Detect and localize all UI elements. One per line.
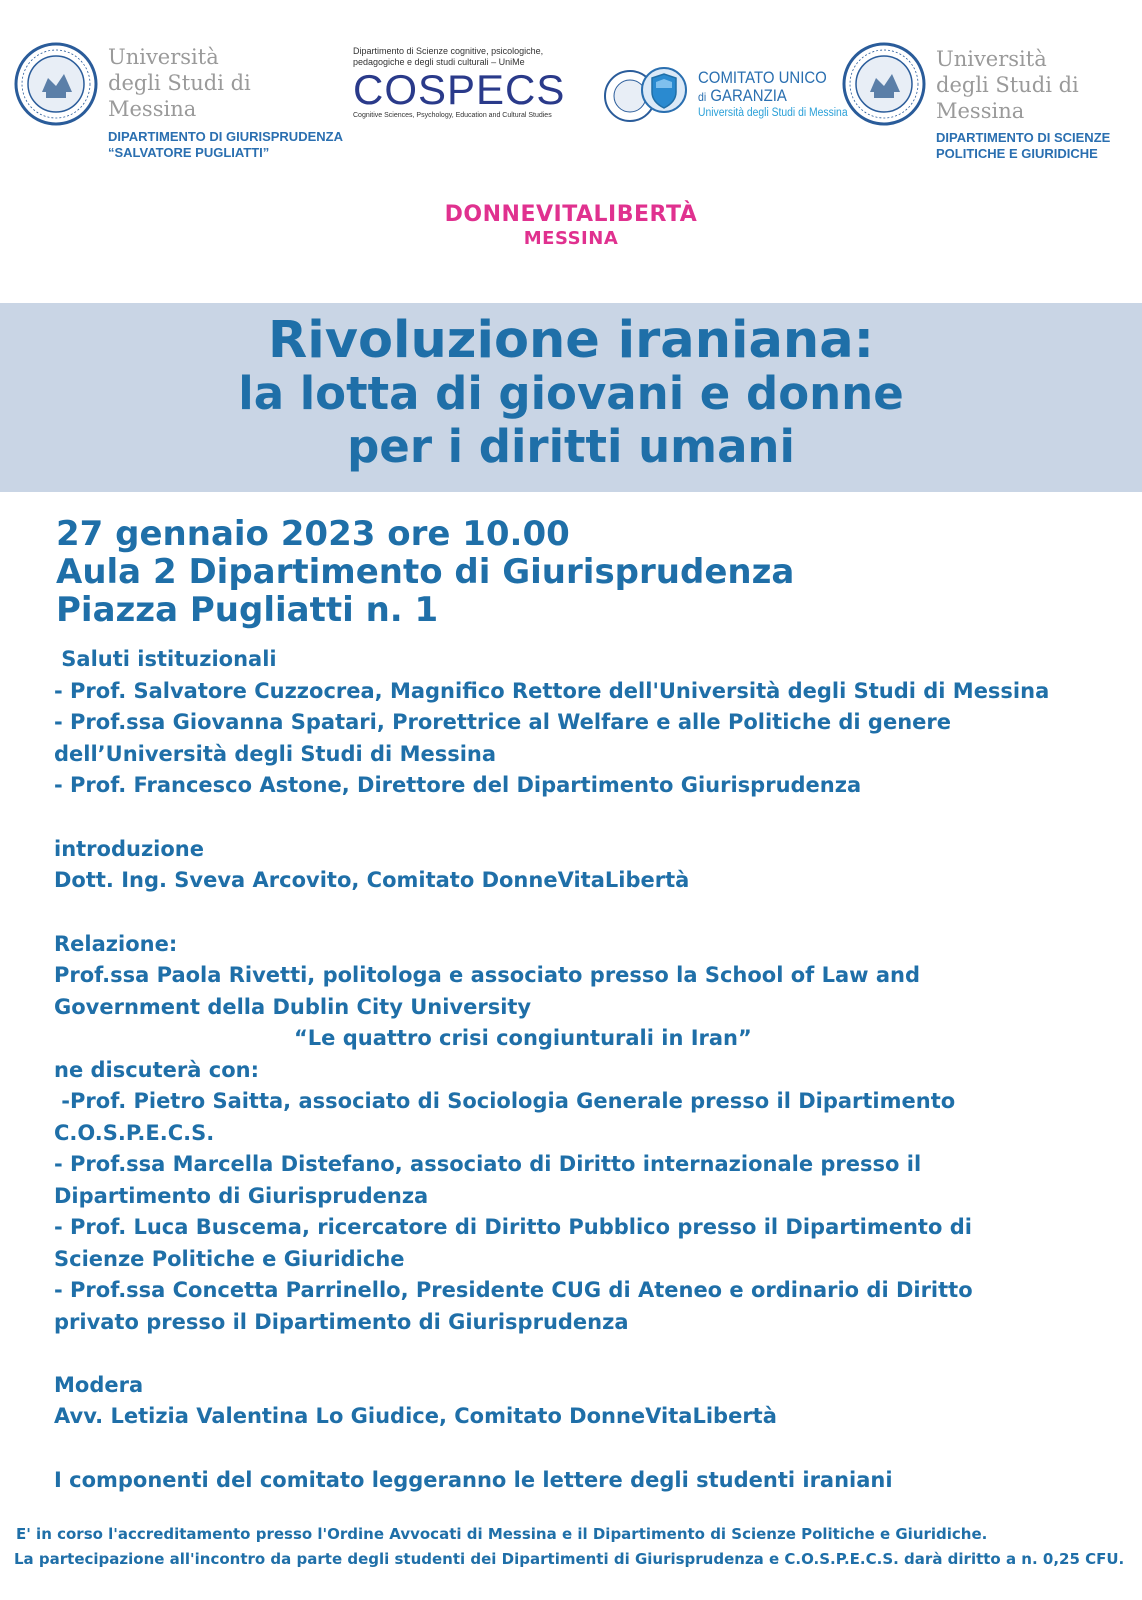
event-info xyxy=(56,515,794,629)
cospecs-subtitle: Cognitive Sciences, Psychology, Education and Cultural Studies xyxy=(353,112,552,119)
program-line: C.O.S.P.E.C.S. xyxy=(54,1121,215,1145)
program-line: - Prof.ssa Marcella Distefano, associato di Diritto internazionale presso il xyxy=(54,1152,922,1176)
program-line: dell’Università degli Studi di Messina xyxy=(54,742,497,766)
dept-line: “SALVATORE PUGLIATTI” xyxy=(108,145,270,160)
cug-line3: Università degli Studi di Messina xyxy=(698,107,848,119)
program-line: Prof.ssa Paola Rivetti, politologa e associato presso la School of Law and xyxy=(54,963,921,987)
unime-seal-right-logo xyxy=(842,42,926,126)
footer-notes xyxy=(14,1522,1124,1572)
program-line: “Le quattro crisi congiunturali in Iran” xyxy=(294,1026,752,1050)
program-line: ne discuterà con: xyxy=(54,1058,259,1082)
program-line: -Prof. Pietro Saitta, associato di Sociologia Generale presso il Dipartimento xyxy=(54,1089,956,1113)
event-address: Piazza Pugliatti n. 1 xyxy=(56,590,439,630)
program-line: - Prof. Salvatore Cuzzocrea, Magnifico Rettore dell'Università degli Studi di Messina xyxy=(54,679,1050,703)
program-line: Dott. Ing. Sveva Arcovito, Comitato DonneVitaLibertà xyxy=(54,868,690,892)
cospecs-wordmark: COSPECS xyxy=(353,66,566,113)
program-line: Government della Dublin City University xyxy=(54,995,532,1019)
program-line: privato presso il Dipartimento di Giurisprudenza xyxy=(54,1310,629,1334)
cug-logo xyxy=(604,64,848,130)
left-university-name xyxy=(108,44,251,122)
footer-accreditation: E' in corso l'accreditamento presso l'Ordine Avvocati di Messina e il Dipartimento di Scienze Politiche e Giuridiche. xyxy=(16,1525,988,1543)
title-line2: la lotta di giovani e donne xyxy=(238,367,904,420)
program-line: Scienze Politiche e Giuridiche xyxy=(54,1247,405,1271)
title-line1: Rivoluzione iraniana: xyxy=(267,311,875,370)
program-line: Modera xyxy=(54,1373,144,1397)
right-department-name xyxy=(936,130,1110,162)
dept-line: POLITICHE E GIURIDICHE xyxy=(936,146,1098,161)
program-line: Saluti istituzionali xyxy=(54,647,277,671)
dept-line: DIPARTIMENTO DI SCIENZE xyxy=(936,130,1111,145)
event-room: Aula 2 Dipartimento di Giurisprudenza xyxy=(56,552,795,592)
uni-name-line: degli Studi di xyxy=(108,71,251,95)
cug-line2-small: di xyxy=(698,90,707,104)
program-line: - Prof.ssa Giovanna Spatari, Prorettrice al Welfare e alle Politiche di genere xyxy=(54,710,951,734)
uni-name-line: Messina xyxy=(936,99,1025,123)
program-line: - Prof.ssa Concetta Parrinello, Presidente CUG di Ateneo e ordinario di Diritto xyxy=(54,1278,973,1302)
dept-line: DIPARTIMENTO DI GIURISPRUDENZA xyxy=(108,129,343,144)
program-line: Relazione: xyxy=(54,932,178,956)
left-department-name xyxy=(108,129,343,161)
program-line: - Prof. Luca Buscema, ricercatore di Diritto Pubblico presso il Dipartimento di xyxy=(54,1215,972,1239)
uni-name-line: Messina xyxy=(108,97,197,121)
organizer-city: MESSINA xyxy=(523,228,619,249)
cug-line2 xyxy=(698,86,787,106)
cug-shield-icon xyxy=(604,66,696,126)
program-line: Dipartimento di Giurisprudenza xyxy=(54,1184,429,1208)
event-date-time: 27 gennaio 2023 ore 10.00 xyxy=(56,514,570,554)
title-line3: per i diritti umani xyxy=(347,420,795,473)
title-banner xyxy=(0,303,1142,492)
program-line: - Prof. Francesco Astone, Direttore del Dipartimento Giurisprudenza xyxy=(54,773,862,797)
footer-cfu: La partecipazione all'incontro da parte degli studenti dei Dipartimenti di Giurisprudenza e C.O.S.P.E.C.S. darà diritto a n. 0,25 CFU. xyxy=(14,1550,1125,1568)
uni-name-line: degli Studi di xyxy=(936,73,1079,97)
cug-line1: COMITATO UNICO xyxy=(698,68,827,87)
uni-name-line: Università xyxy=(108,45,219,69)
program-line: introduzione xyxy=(54,837,204,861)
program-line: Avv. Letizia Valentina Lo Giudice, Comitato DonneVitaLibertà xyxy=(54,1404,777,1428)
right-university-name xyxy=(936,46,1079,124)
cospecs-top-line: Dipartimento di Scienze cognitive, psicologiche, xyxy=(353,46,544,56)
cug-line2-main: GARANZIA xyxy=(710,86,787,105)
cospecs-top-line: pedagogiche e degli studi culturali – UniMe xyxy=(353,57,525,67)
cospecs-logo xyxy=(353,46,575,138)
program-line: I componenti del comitato leggeranno le lettere degli studenti iraniani xyxy=(54,1468,893,1492)
organizer-name: DONNEVITALIBERTÀ xyxy=(444,202,698,227)
organizer-logo xyxy=(0,202,1142,250)
unime-seal-left-logo xyxy=(14,42,98,126)
uni-name-line: Università xyxy=(936,47,1047,71)
